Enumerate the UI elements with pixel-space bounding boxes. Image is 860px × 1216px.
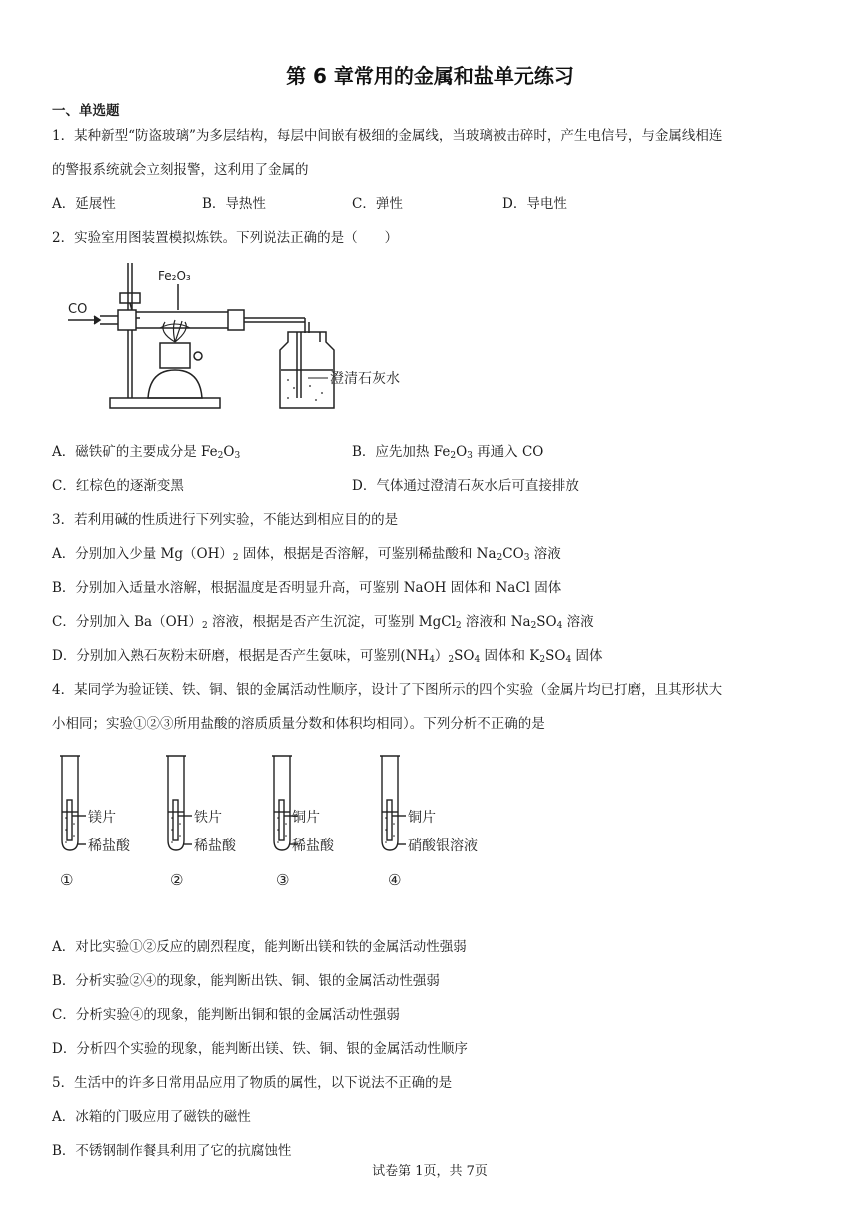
q2-stem: 2．实验室用图装置模拟炼铁。下列说法正确的是（ ） [52,230,399,246]
limewater-label: 澄清石灰水 [330,371,400,387]
tube3-liquid-label: 稀盐酸 [292,838,334,854]
stand-base [110,398,220,408]
metal-activity-test-tubes-figure [52,752,512,892]
q1-option-b: B．导热性 [202,196,266,212]
co-label: CO [68,302,88,317]
q3-option-b: B．分别加入适量水溶解，根据温度是否明显升高，可鉴别 NaOH 固体和 NaCl 固体 [52,580,562,596]
q5-stem: 5．生活中的许多日常用品应用了物质的属性，以下说法不正确的是 [52,1075,453,1091]
q2-option-c: C．红棕色的逐渐变黑 [52,478,184,494]
q2-option-b: B．应先加热 $Fe_2O_3$ 再通入 CO [352,444,544,461]
q5-option-b: B．不锈钢制作餐具利用了它的抗腐蚀性 [52,1143,292,1159]
fe2o3-label: Fe₂O₃ [158,269,191,283]
q4-option-d: D．分析四个实验的现象，能判断出镁、铁、铜、银的金属活动性顺序 [52,1041,468,1057]
q1-option-d: D．导电性 [502,196,567,212]
tube3-number: ③ [276,871,290,889]
test-tube-2 [168,756,184,850]
tube2-metal-label: 铁片 [194,810,222,826]
test-tube-4 [382,756,398,850]
flame [163,320,186,342]
tube4-number: ④ [388,871,402,889]
iron-smelting-apparatus-figure [60,258,440,418]
tube1-liquid-label: 稀盐酸 [88,838,130,854]
tube2-number: ② [170,871,184,889]
tube4-liquid-label: 硝酸银溶液 [408,838,478,854]
q3-stem: 3．若利用碱的性质进行下列实验，不能达到相应目的的是 [52,512,399,528]
q5-option-a: A．冰箱的门吸应用了磁铁的磁性 [52,1109,251,1125]
metal-strip-1 [67,800,72,840]
tube3-metal-label: 铜片 [292,810,320,826]
q1-option-a: A．延展性 [52,196,116,212]
tube1-metal-label: 镁片 [88,810,116,826]
q1-stem-line1: 1．某种新型“防盗玻璃”为多层结构，每层中间嵌有极细的金属线，当玻璃被击碎时，产生电信号，与金属线相连 [52,128,723,144]
metal-strip-3 [279,800,284,840]
metal-strip-4 [387,800,392,840]
tube4-metal-label: 铜片 [408,810,436,826]
test-tube-3 [274,756,290,850]
q3-option-d: D．分别加入熟石灰粉末研磨，根据是否产生氨味，可鉴别$(NH_4)_2SO_4$ 固体和 $K_2SO_4$ 固体 [52,648,603,665]
q3-option-c: C．分别加入 $Ba(OH)_2$ 溶液，根据是否产生沉淀，可鉴别 MgCl$_2$ 溶液和 $Na_2SO_4$ 溶液 [52,614,594,631]
tube2-liquid-label: 稀盐酸 [194,838,236,854]
q4-option-b: B．分析实验②④的现象，能判断出铁、铜、银的金属活动性强弱 [52,973,440,989]
q4-stem-line1: 4．某同学为验证镁、铁、铜、银的金属活动性顺序，设计了下图所示的四个实验（金属片均已打磨，且其形状大 [52,682,723,698]
q4-stem-line2: 小相同；实验①②③所用盐酸的溶质质量分数和体积均相同）。下列分析不正确的是 [52,716,545,732]
q2-option-d: D．气体通过澄清石灰水后可直接排放 [352,478,579,494]
metal-strip-2 [173,800,178,840]
alcohol-burner [160,343,190,368]
q1-stem-line2: 的警报系统就会立刻报警，这利用了金属的 [52,162,309,178]
tube1-number: ① [60,871,74,889]
section-heading: 一、单选题 [52,103,120,119]
test-tube-1 [62,756,78,850]
q2-option-a: A．磁铁矿的主要成分是 $Fe_2O_3$ [52,444,241,461]
page-title: 第 6 章常用的金属和盐单元练习 [286,64,574,88]
q3-option-a: A．分别加入少量 $Mg(OH)_2$ 固体，根据是否溶解，可鉴别稀盐酸和 $Na_2CO_3$ 溶液 [52,546,561,563]
q4-option-a: A．对比实验①②反应的剧烈程度，能判断出镁和铁的金属活动性强弱 [52,939,467,955]
q1-option-c: C．弹性 [352,196,403,212]
page-footer: 试卷第 1页，共 7页 [372,1164,488,1179]
q4-option-c: C．分析实验④的现象，能判断出铜和银的金属活动性强弱 [52,1007,400,1023]
